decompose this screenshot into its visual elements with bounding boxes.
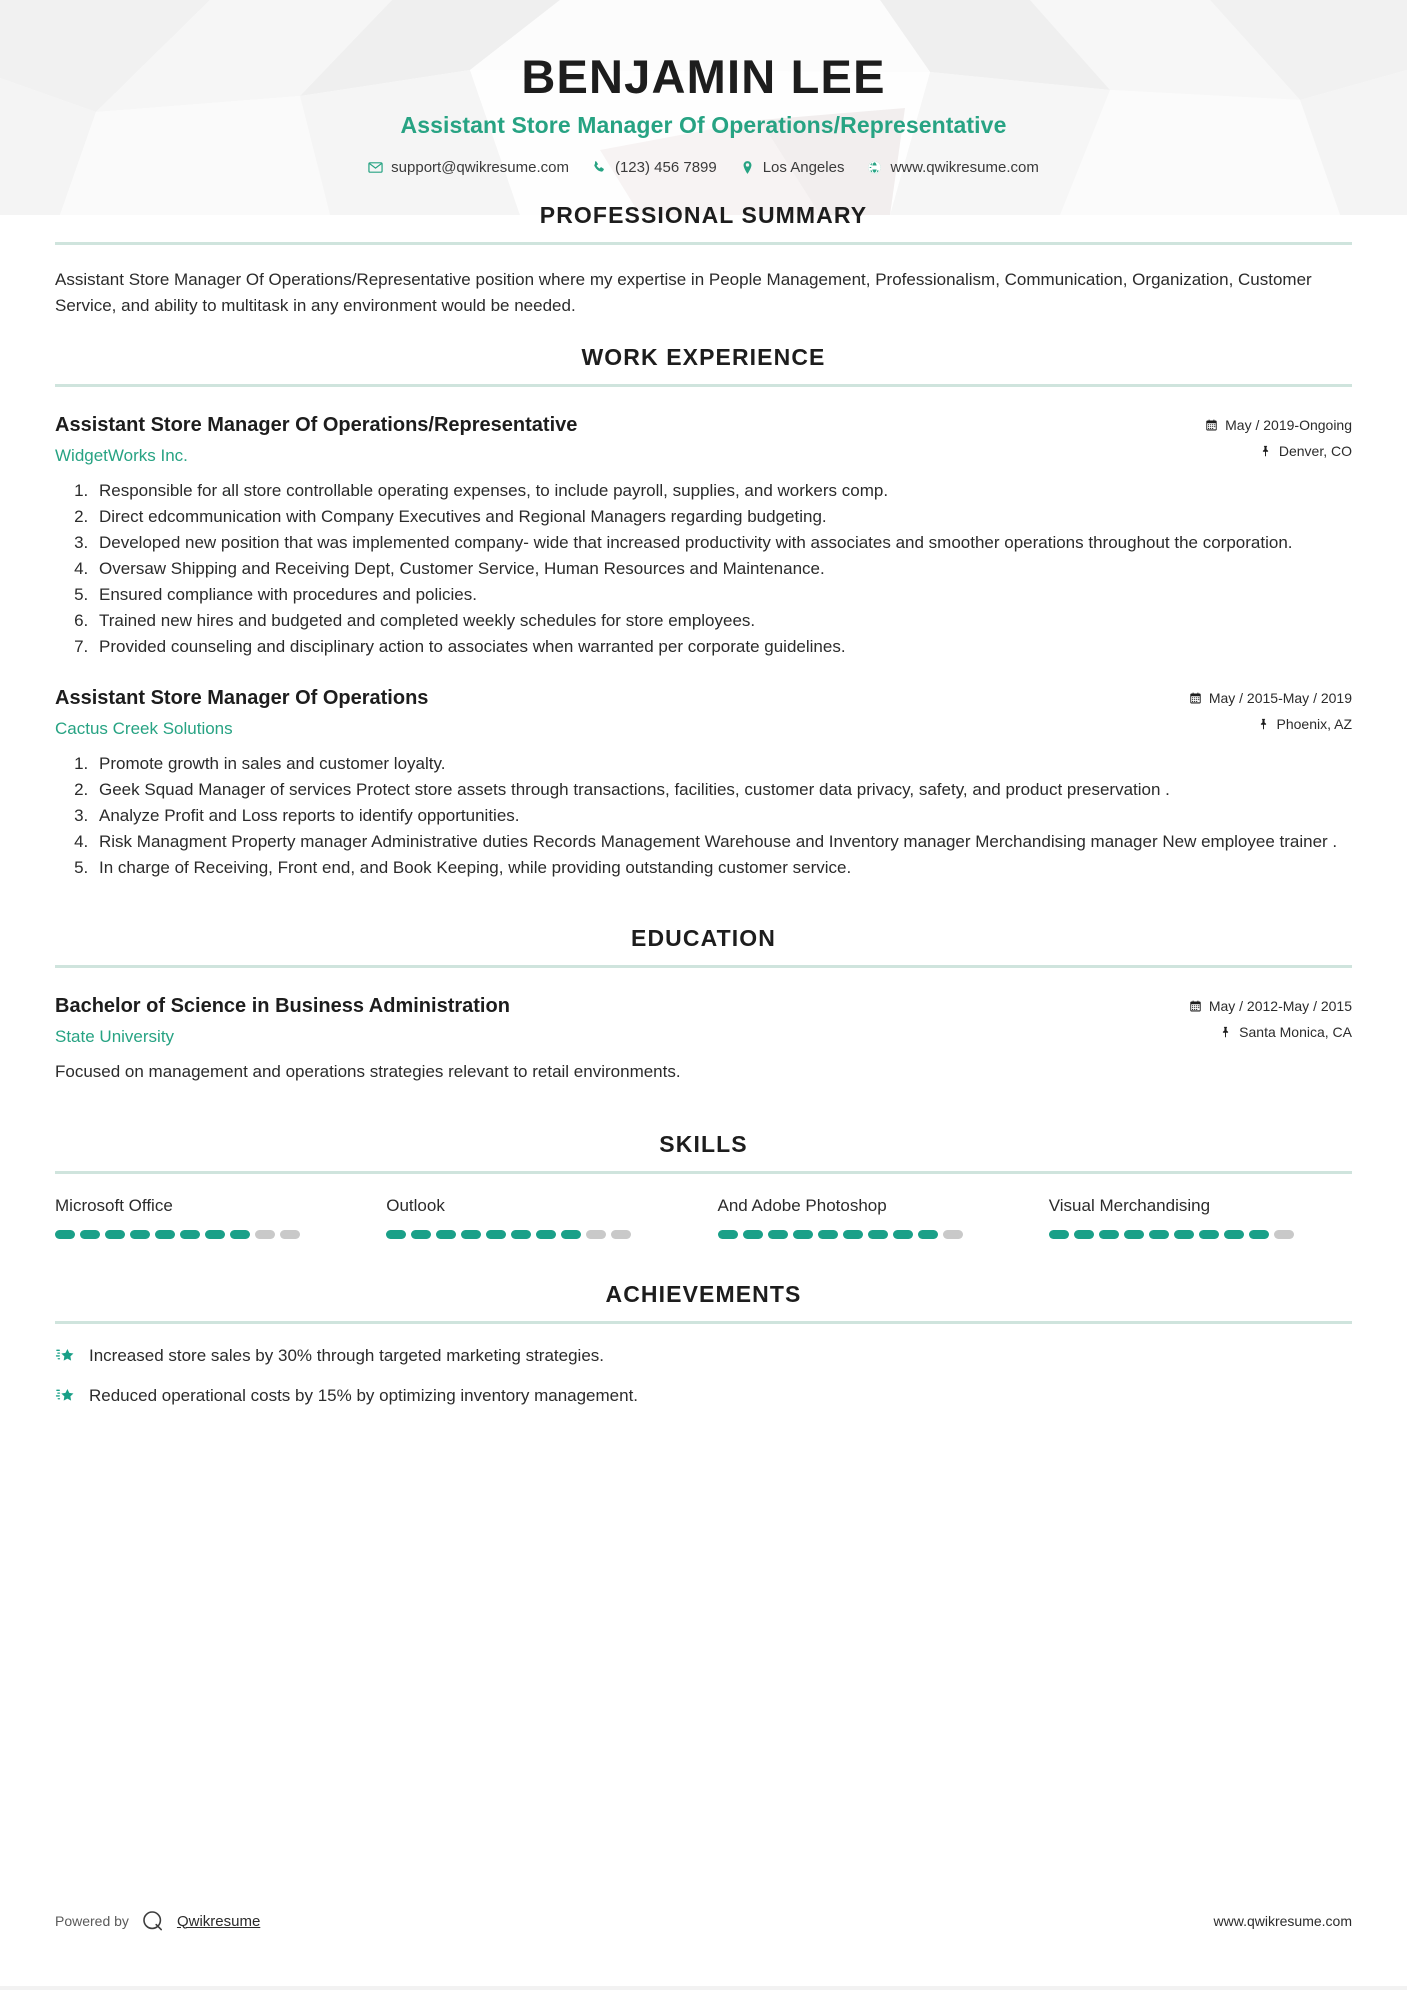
- duty-item: 4. Risk Managment Property manager Administrative duties Records Management Warehouse and Inventory manager Merchandising manager New employee trainer .: [93, 830, 1352, 855]
- duty-item: 3. Developed new position that was implemented company- wide that increased productivity with associates and smoother operations throughout the corporation.: [93, 531, 1352, 556]
- experience-date-text: May / 2015-May / 2019: [1208, 690, 1352, 707]
- map-pin-icon: [1259, 445, 1272, 458]
- skills-grid: [55, 1196, 1352, 1239]
- section-work-experience: [55, 344, 1352, 881]
- duty-item: 5. In charge of Receiving, Front end, and Book Keeping, while providing outstanding customer service.: [93, 856, 1352, 881]
- contact-email[interactable]: [361, 159, 576, 176]
- skill-label: Microsoft Office: [55, 1195, 173, 1215]
- skill-dash: [1099, 1230, 1119, 1239]
- duty-item: 1. Responsible for all store controllable operating expenses, to include payroll, supplies, and workers comp.: [93, 479, 1352, 504]
- section-title-achievements: ACHIEVEMENTS: [605, 1280, 802, 1307]
- section-divider: [55, 242, 1352, 245]
- email-icon: [368, 160, 383, 175]
- achievement-text: Reduced operational costs by 15% by optimizing inventory management.: [89, 1386, 639, 1406]
- skill-dash: [1224, 1230, 1244, 1239]
- skill-dash: [436, 1230, 456, 1239]
- section-achievements: [55, 1281, 1352, 1409]
- section-divider: [55, 384, 1352, 387]
- contact-phone-text: (123) 456 7899: [614, 158, 717, 176]
- experience-role: Assistant Store Manager Of Operations: [55, 687, 429, 710]
- section-title-summary: PROFESSIONAL SUMMARY: [539, 201, 868, 228]
- section-education: [55, 925, 1352, 1085]
- skill-dash: [843, 1230, 863, 1239]
- experience-location-text: Denver, CO: [1278, 443, 1352, 460]
- skill-dash: [1274, 1230, 1294, 1239]
- section-title-education: EDUCATION: [631, 925, 776, 952]
- skill-dash: [918, 1230, 938, 1239]
- duty-item: 2. Geek Squad Manager of services Protect store assets through transactions, facilities, customer data privacy, safety, and product preservation .: [93, 778, 1352, 803]
- skill-dash: [205, 1230, 225, 1239]
- experience-duty-list: [55, 752, 1352, 881]
- section-divider: [55, 1321, 1352, 1324]
- skill-dash: [1199, 1230, 1219, 1239]
- experience-duty-list: [55, 479, 1352, 660]
- achievement-item: [55, 1384, 1352, 1409]
- skill-label: And Adobe Photoshop: [717, 1195, 887, 1215]
- skill-dash: [943, 1230, 963, 1239]
- experience-date-text: May / 2019-Ongoing: [1225, 417, 1352, 434]
- section-professional-summary: [55, 202, 1352, 319]
- skill-dash: [80, 1230, 100, 1239]
- skill-dash: [1074, 1230, 1094, 1239]
- skill-dash: [1249, 1230, 1269, 1239]
- skill-dash: [536, 1230, 556, 1239]
- skill-dash: [486, 1230, 506, 1239]
- skill-item: [1049, 1196, 1352, 1239]
- skill-dash: [768, 1230, 788, 1239]
- skill-dash: [155, 1230, 175, 1239]
- skill-dash: [818, 1230, 838, 1239]
- contact-phone[interactable]: [585, 159, 724, 176]
- skill-dash: [611, 1230, 631, 1239]
- contact-location: [733, 159, 852, 176]
- skill-dash: [55, 1230, 75, 1239]
- skill-dash: [461, 1230, 481, 1239]
- education-date: [1189, 998, 1352, 1014]
- skill-label: Visual Merchandising: [1048, 1195, 1211, 1215]
- education-location: [1189, 1024, 1352, 1040]
- qwikresume-logo-icon: [140, 1908, 166, 1934]
- skill-dash: [893, 1230, 913, 1239]
- skill-dash: [130, 1230, 150, 1239]
- location-pin-icon: [740, 160, 755, 175]
- contact-location-text: Los Angeles: [762, 158, 845, 176]
- star-icon: [55, 1346, 76, 1367]
- duty-item: 5. Ensured compliance with procedures and policies.: [93, 583, 1352, 608]
- experience-role: Assistant Store Manager Of Operations/Representative: [55, 414, 578, 437]
- candidate-job-title: Assistant Store Manager Of Operations/Representative: [400, 111, 1007, 138]
- duty-item: 1. Promote growth in sales and customer loyalty.: [93, 752, 1352, 777]
- section-title-skills: SKILLS: [659, 1130, 748, 1157]
- education-description: Focused on management and operations strategies relevant to retail environments.: [55, 1062, 681, 1082]
- section-divider: [55, 1171, 1352, 1174]
- achievement-list: [55, 1344, 1352, 1409]
- experience-entry: [55, 413, 1352, 660]
- page-footer: [55, 1908, 1352, 1934]
- skill-dash: [386, 1230, 406, 1239]
- experience-date: [1189, 690, 1352, 706]
- phone-icon: [592, 160, 607, 175]
- calendar-icon: [1189, 692, 1202, 705]
- skill-item: [718, 1196, 1021, 1239]
- experience-company: WidgetWorks Inc.: [55, 446, 188, 466]
- experience-entry-header: [55, 413, 1352, 466]
- education-entry: [55, 994, 1352, 1085]
- achievement-text: Increased store sales by 30% through targeted marketing strategies.: [89, 1345, 605, 1365]
- education-school: State University: [55, 1027, 175, 1047]
- skill-level-bar: [718, 1230, 1021, 1239]
- powered-by-label: Powered by: [55, 1913, 129, 1929]
- contact-email-text: support@qwikresume.com: [391, 158, 569, 176]
- skill-dash: [105, 1230, 125, 1239]
- experience-location-text: Phoenix, AZ: [1276, 716, 1352, 733]
- skill-dash: [180, 1230, 200, 1239]
- skill-dash: [793, 1230, 813, 1239]
- skill-level-bar: [55, 1230, 358, 1239]
- education-degree: Bachelor of Science in Business Administration: [55, 995, 510, 1018]
- skill-dash: [1174, 1230, 1194, 1239]
- skill-level-bar: [386, 1230, 689, 1239]
- duty-item: 2. Direct edcommunication with Company Executives and Regional Managers regarding budgeting.: [93, 505, 1352, 530]
- duty-item: 4. Oversaw Shipping and Receiving Dept, Customer Service, Human Resources and Maintenance.: [93, 557, 1352, 582]
- skill-dash: [561, 1230, 581, 1239]
- skill-dash: [1149, 1230, 1169, 1239]
- star-icon: [55, 1386, 76, 1407]
- skill-item: [386, 1196, 689, 1239]
- experience-location: [1189, 716, 1352, 732]
- contact-row: [55, 159, 1352, 176]
- calendar-icon: [1189, 1000, 1202, 1013]
- duty-item: 3. Analyze Profit and Loss reports to identify opportunities.: [93, 804, 1352, 829]
- skill-dash: [586, 1230, 606, 1239]
- summary-text: Assistant Store Manager Of Operations/Representative position where my expertise in People Management, Professionalism, Communication, Organization, Customer Service, and ability to multitask in any environment would be needed.: [55, 269, 1312, 315]
- duty-item: 7. Provided counseling and disciplinary action to associates when warranted per corporate guidelines.: [93, 635, 1352, 660]
- skill-dash: [1124, 1230, 1144, 1239]
- skill-dash: [1049, 1230, 1069, 1239]
- experience-location: [1205, 443, 1352, 459]
- education-entry-header: [55, 994, 1352, 1047]
- calendar-icon: [1205, 419, 1218, 432]
- experience-company: Cactus Creek Solutions: [55, 719, 233, 739]
- section-divider: [55, 965, 1352, 968]
- resume-header: [55, 0, 1352, 139]
- page-bottom-edge: [0, 1986, 1407, 1990]
- skill-level-bar: [1049, 1230, 1352, 1239]
- skill-dash: [411, 1230, 431, 1239]
- education-date-text: May / 2012-May / 2015: [1208, 998, 1352, 1015]
- skill-label: Outlook: [386, 1195, 445, 1215]
- section-skills: [55, 1131, 1352, 1239]
- skill-dash: [280, 1230, 300, 1239]
- contact-website[interactable]: [860, 159, 1045, 176]
- experience-date: [1205, 417, 1352, 433]
- map-pin-icon: [1257, 718, 1270, 731]
- footer-website[interactable]: www.qwikresume.com: [1213, 1913, 1352, 1929]
- footer-branding: [55, 1908, 260, 1934]
- contact-website-text: www.qwikresume.com: [890, 158, 1039, 176]
- education-location-text: Santa Monica, CA: [1239, 1024, 1352, 1041]
- candidate-name: BENJAMIN LEE: [521, 50, 886, 103]
- section-title-experience: WORK EXPERIENCE: [581, 344, 826, 371]
- experience-entry: [55, 686, 1352, 881]
- skill-item: [55, 1196, 358, 1239]
- skill-dash: [718, 1230, 738, 1239]
- skill-dash: [511, 1230, 531, 1239]
- globe-icon: [867, 160, 882, 175]
- duty-item: 6. Trained new hires and budgeted and completed weekly schedules for store employees.: [93, 609, 1352, 634]
- skill-dash: [255, 1230, 275, 1239]
- brand-name-link[interactable]: Qwikresume: [176, 1912, 261, 1930]
- skill-dash: [868, 1230, 888, 1239]
- achievement-item: [55, 1344, 1352, 1369]
- skill-dash: [230, 1230, 250, 1239]
- map-pin-icon: [1219, 1026, 1232, 1039]
- experience-entry-header: [55, 686, 1352, 739]
- skill-dash: [743, 1230, 763, 1239]
